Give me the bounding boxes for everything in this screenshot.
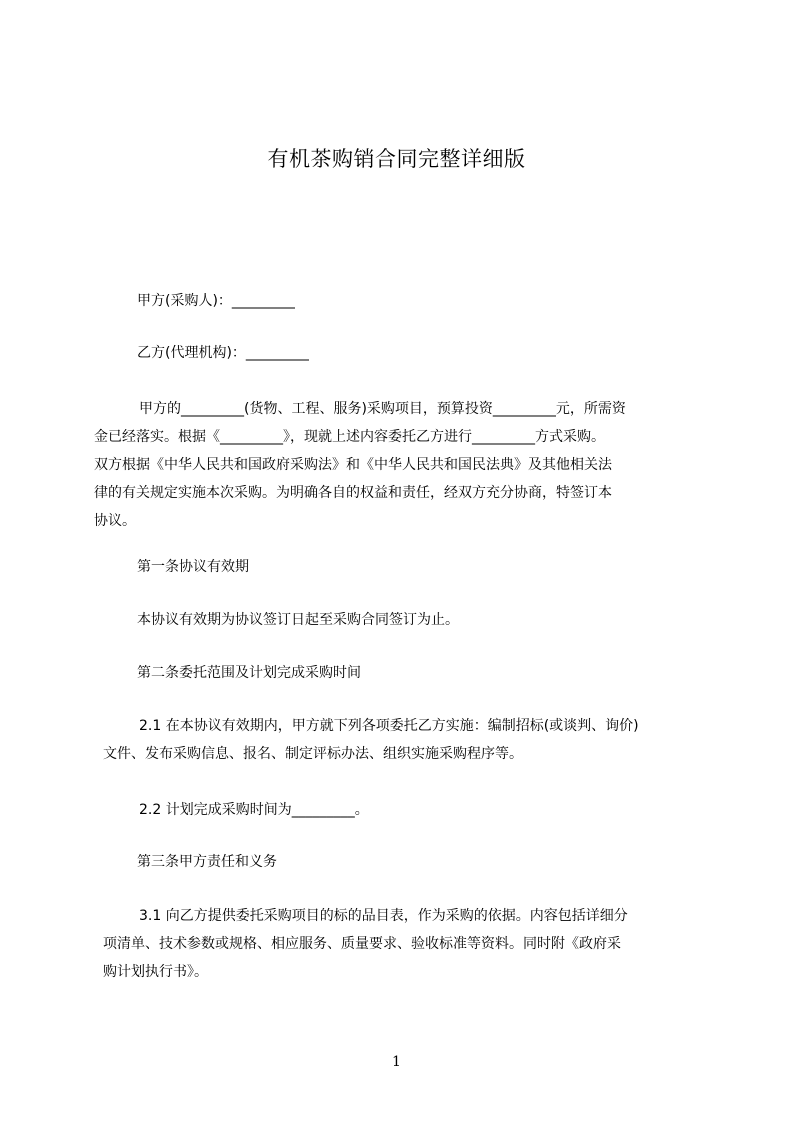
intro-line-3: 双方根据《中华人民共和国政府采购法》和《中华人民共和国民法典》及其他相关法 bbox=[94, 457, 612, 473]
article-1-heading: 第一条协议有效期 bbox=[137, 559, 249, 575]
clause-2-1-line-1: 2.1 在本协议有效期内，甲方就下列各项委托乙方实施：编制招标(或谈判、询价) bbox=[139, 718, 639, 734]
clause-2-2: 2.2 计划完成采购时间为_________。 bbox=[139, 802, 369, 818]
article-2-heading: 第二条委托范围及计划完成采购时间 bbox=[137, 665, 361, 681]
party-b-line: 乙方(代理机构)：_________ bbox=[137, 345, 309, 361]
intro-paragraph bbox=[94, 395, 626, 535]
clause-2-1 bbox=[103, 712, 639, 768]
article-3-heading: 第三条甲方责任和义务 bbox=[137, 854, 277, 870]
document-title: 有机茶购销合同完整详细版 bbox=[267, 147, 526, 171]
clause-2-1-line-2: 文件、发布采购信息、报名、制定评标办法、组织实施采购程序等。 bbox=[103, 746, 523, 762]
intro-line-5: 协议。 bbox=[94, 513, 136, 529]
clause-3-1-line-3: 购计划执行书》。 bbox=[103, 964, 208, 980]
clause-3-1-line-2: 项清单、技术参数或规格、相应服务、质量要求、验收标准等资料。同时附《政府采 bbox=[103, 936, 621, 952]
clause-3-1 bbox=[103, 902, 628, 986]
clause-3-1-line-1: 3.1 向乙方提供委托采购项目的标的品目表，作为采购的依据。内容包括详细分 bbox=[139, 908, 628, 924]
intro-line-4: 律的有关规定实施本次采购。为明确各自的权益和责任，经双方充分协商，特签订本 bbox=[94, 485, 612, 501]
party-a-line: 甲方(采购人)：_________ bbox=[137, 293, 295, 309]
intro-line-2: 金已经落实。根据《_________》，现就上述内容委托乙方进行_________方式采购。 bbox=[94, 429, 605, 445]
intro-line-1: 甲方的_________(货物、工程、服务)采购项目，预算投资_________元，所需资 bbox=[139, 401, 626, 417]
page-number: 1 bbox=[392, 1054, 401, 1070]
article-1-body: 本协议有效期为协议签订日起至采购合同签订为止。 bbox=[137, 612, 459, 628]
